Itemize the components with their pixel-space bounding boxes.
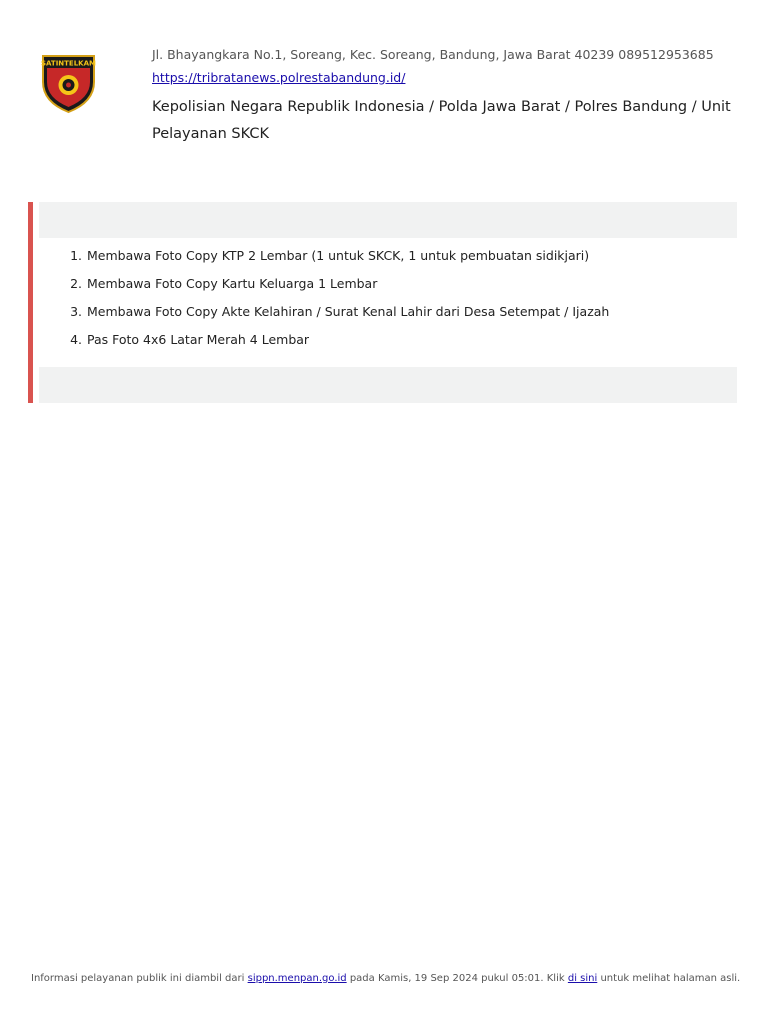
requirements-list (63, 246, 609, 358)
list-item (63, 302, 609, 330)
list-item-number: 2. (70, 276, 82, 291)
page-header (0, 0, 768, 160)
list-item-text: Membawa Foto Copy Akte Kelahiran / Surat Kenal Lahir dari Desa Setempat / Ijazah (87, 304, 610, 319)
office-address: Jl. Bhayangkara No.1, Soreang, Kec. Soreang, Bandung, Jawa Barat 40239 089512953685 (152, 47, 714, 62)
list-item (63, 246, 609, 274)
page-footer (31, 973, 740, 984)
panel-header-bar (39, 202, 737, 238)
source-link[interactable]: sippn.menpan.go.id (247, 973, 347, 984)
footer-suffix: untuk melihat halaman asli. (600, 973, 741, 984)
satintelkam-logo (40, 52, 97, 114)
list-item-number: 3. (70, 304, 82, 319)
footer-middle: pada Kamis, 19 Sep 2024 pukul 05:01. Klik (349, 973, 565, 984)
list-item (63, 274, 609, 302)
website-link[interactable]: https://tribratanews.polrestabandung.id/ (152, 70, 406, 85)
original-page-link[interactable]: di sini (567, 973, 598, 984)
breadcrumb: Kepolisian Negara Republik Indonesia / Polda Jawa Barat / Polres Bandung / Unit Pelayanan SKCK (152, 99, 731, 142)
list-item-text: Membawa Foto Copy KTP 2 Lembar (1 untuk SKCK, 1 untuk pembuatan sidikjari) (87, 248, 590, 263)
list-item (63, 330, 609, 358)
list-item-number: 4. (70, 332, 82, 347)
requirements-panel (28, 202, 737, 403)
list-item-text: Pas Foto 4x6 Latar Merah 4 Lembar (87, 332, 310, 347)
footer-prefix: Informasi pelayanan publik ini diambil dari (31, 973, 245, 984)
list-item-text: Membawa Foto Copy Kartu Keluarga 1 Lembar (87, 276, 378, 291)
svg-text:SATINTELKAM: SATINTELKAM (41, 59, 96, 68)
list-item-number: 1. (70, 248, 82, 263)
panel-footer-bar (39, 367, 737, 403)
